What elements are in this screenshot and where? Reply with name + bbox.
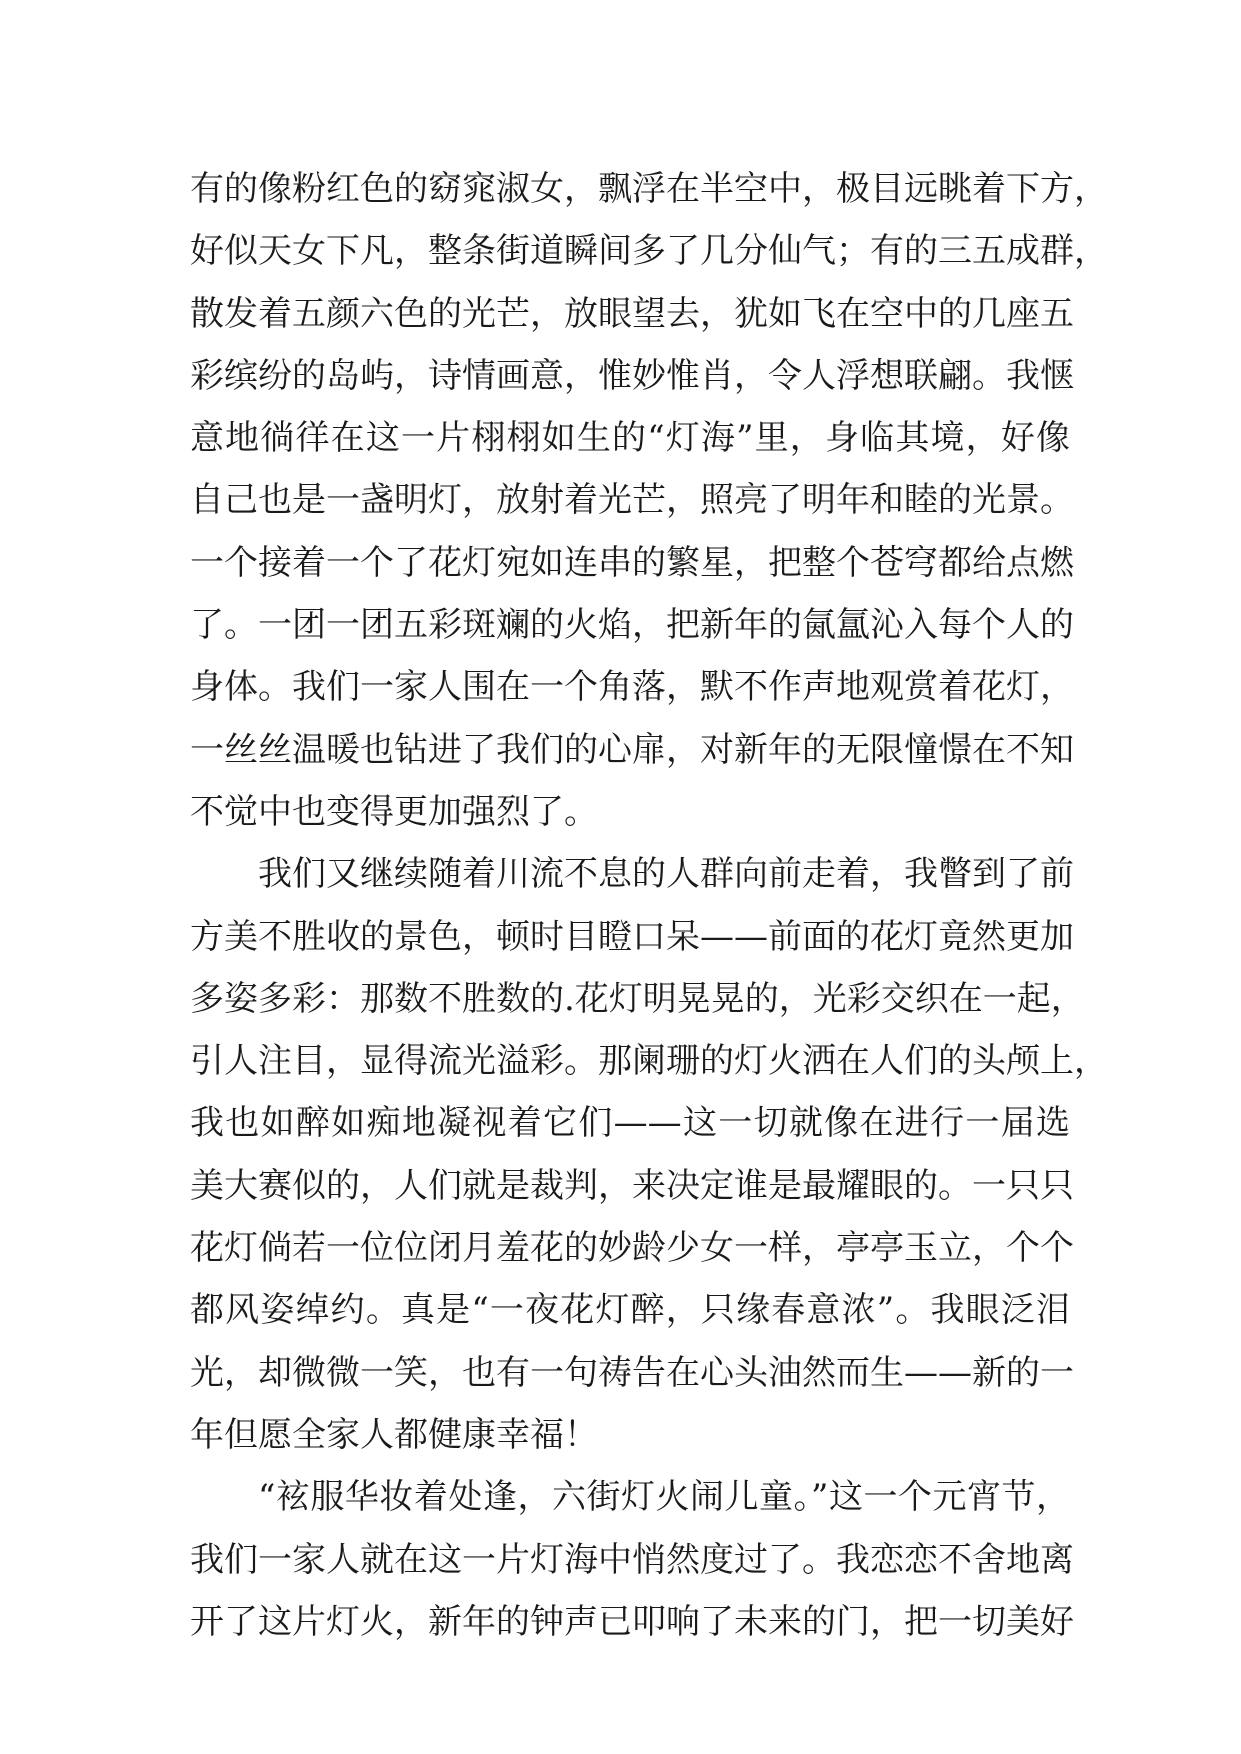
text-line: 美大赛似的，人们就是裁判，来决定谁是最耀眼的。一只只 <box>190 1165 1074 1206</box>
text-line: 有的像粉红色的窈窕淑女，飘浮在半空中，极目远眺着下方， <box>190 169 1108 209</box>
text-line: 我们又继续随着川流不息的人群向前走着，我瞥到了前 <box>258 854 1074 895</box>
text-line: 自己也是一盏明灯，放射着光芒，照亮了明年和睦的光景。 <box>190 480 1074 521</box>
text-line: 身体。我们一家人围在一个角落，默不作声地观赏着花灯， <box>190 667 1074 708</box>
text-line: 散发着五颜六色的光芒，放眼望去，犹如飞在空中的几座五 <box>190 293 1074 334</box>
text-line: 多姿多彩：那数不胜数的.花灯明晃晃的，光彩交织在一起， <box>190 978 1085 1019</box>
text-line: 花灯倘若一位位闭月羞花的妙龄少女一样，亭亭玉立，个个 <box>190 1228 1074 1269</box>
text-line: 了。一团一团五彩斑斓的火焰，把新年的氤氲沁入每个人的 <box>190 605 1074 646</box>
text-line: 我们一家人就在这一片灯海中悄然度过了。我恋恋不舍地离 <box>190 1539 1074 1580</box>
text-line: 意地徜徉在这一片栩栩如生的“灯海”里，身临其境，好像 <box>190 418 1070 459</box>
text-line: 彩缤纷的岛屿，诗情画意，惟妙惟肖，令人浮想联翩。我惬 <box>190 355 1074 396</box>
text-line: 我也如醉如痴地凝视着它们——这一切就像在进行一届选 <box>190 1103 1070 1144</box>
text-line: “袨服华妆着处逢，六街灯火闹儿童。”这一个元宵节， <box>258 1477 1070 1518</box>
text-line: 引人注目，显得流光溢彩。那阑珊的灯火洒在人们的头颅上， <box>190 1041 1108 1082</box>
text-line: 一丝丝温暖也钻进了我们的心扉，对新年的无限憧憬在不知 <box>190 729 1074 770</box>
text-line: 光，却微微一笑，也有一句祷告在心头油然而生——新的一 <box>190 1352 1074 1393</box>
text-line: 不觉中也变得更加强烈了。 <box>190 791 598 832</box>
text-line: 好似天女下凡，整条街道瞬间多了几分仙气；有的三五成群， <box>190 231 1108 272</box>
text-line: 开了这片灯火，新年的钟声已叩响了未来的门，把一切美好 <box>190 1601 1074 1642</box>
body-text <box>190 158 1108 1653</box>
text-line: 方美不胜收的景色，顿时目瞪口呆——前面的花灯竟然更加 <box>190 916 1074 957</box>
text-line: 一个接着一个了花灯宛如连串的繁星，把整个苍穹都给点燃 <box>190 542 1074 583</box>
text-line: 都风姿绰约。真是“一夜花灯醉，只缘春意浓”。我眼泛泪 <box>190 1290 1070 1331</box>
text-line: 年但愿全家人都健康幸福！ <box>190 1414 598 1455</box>
